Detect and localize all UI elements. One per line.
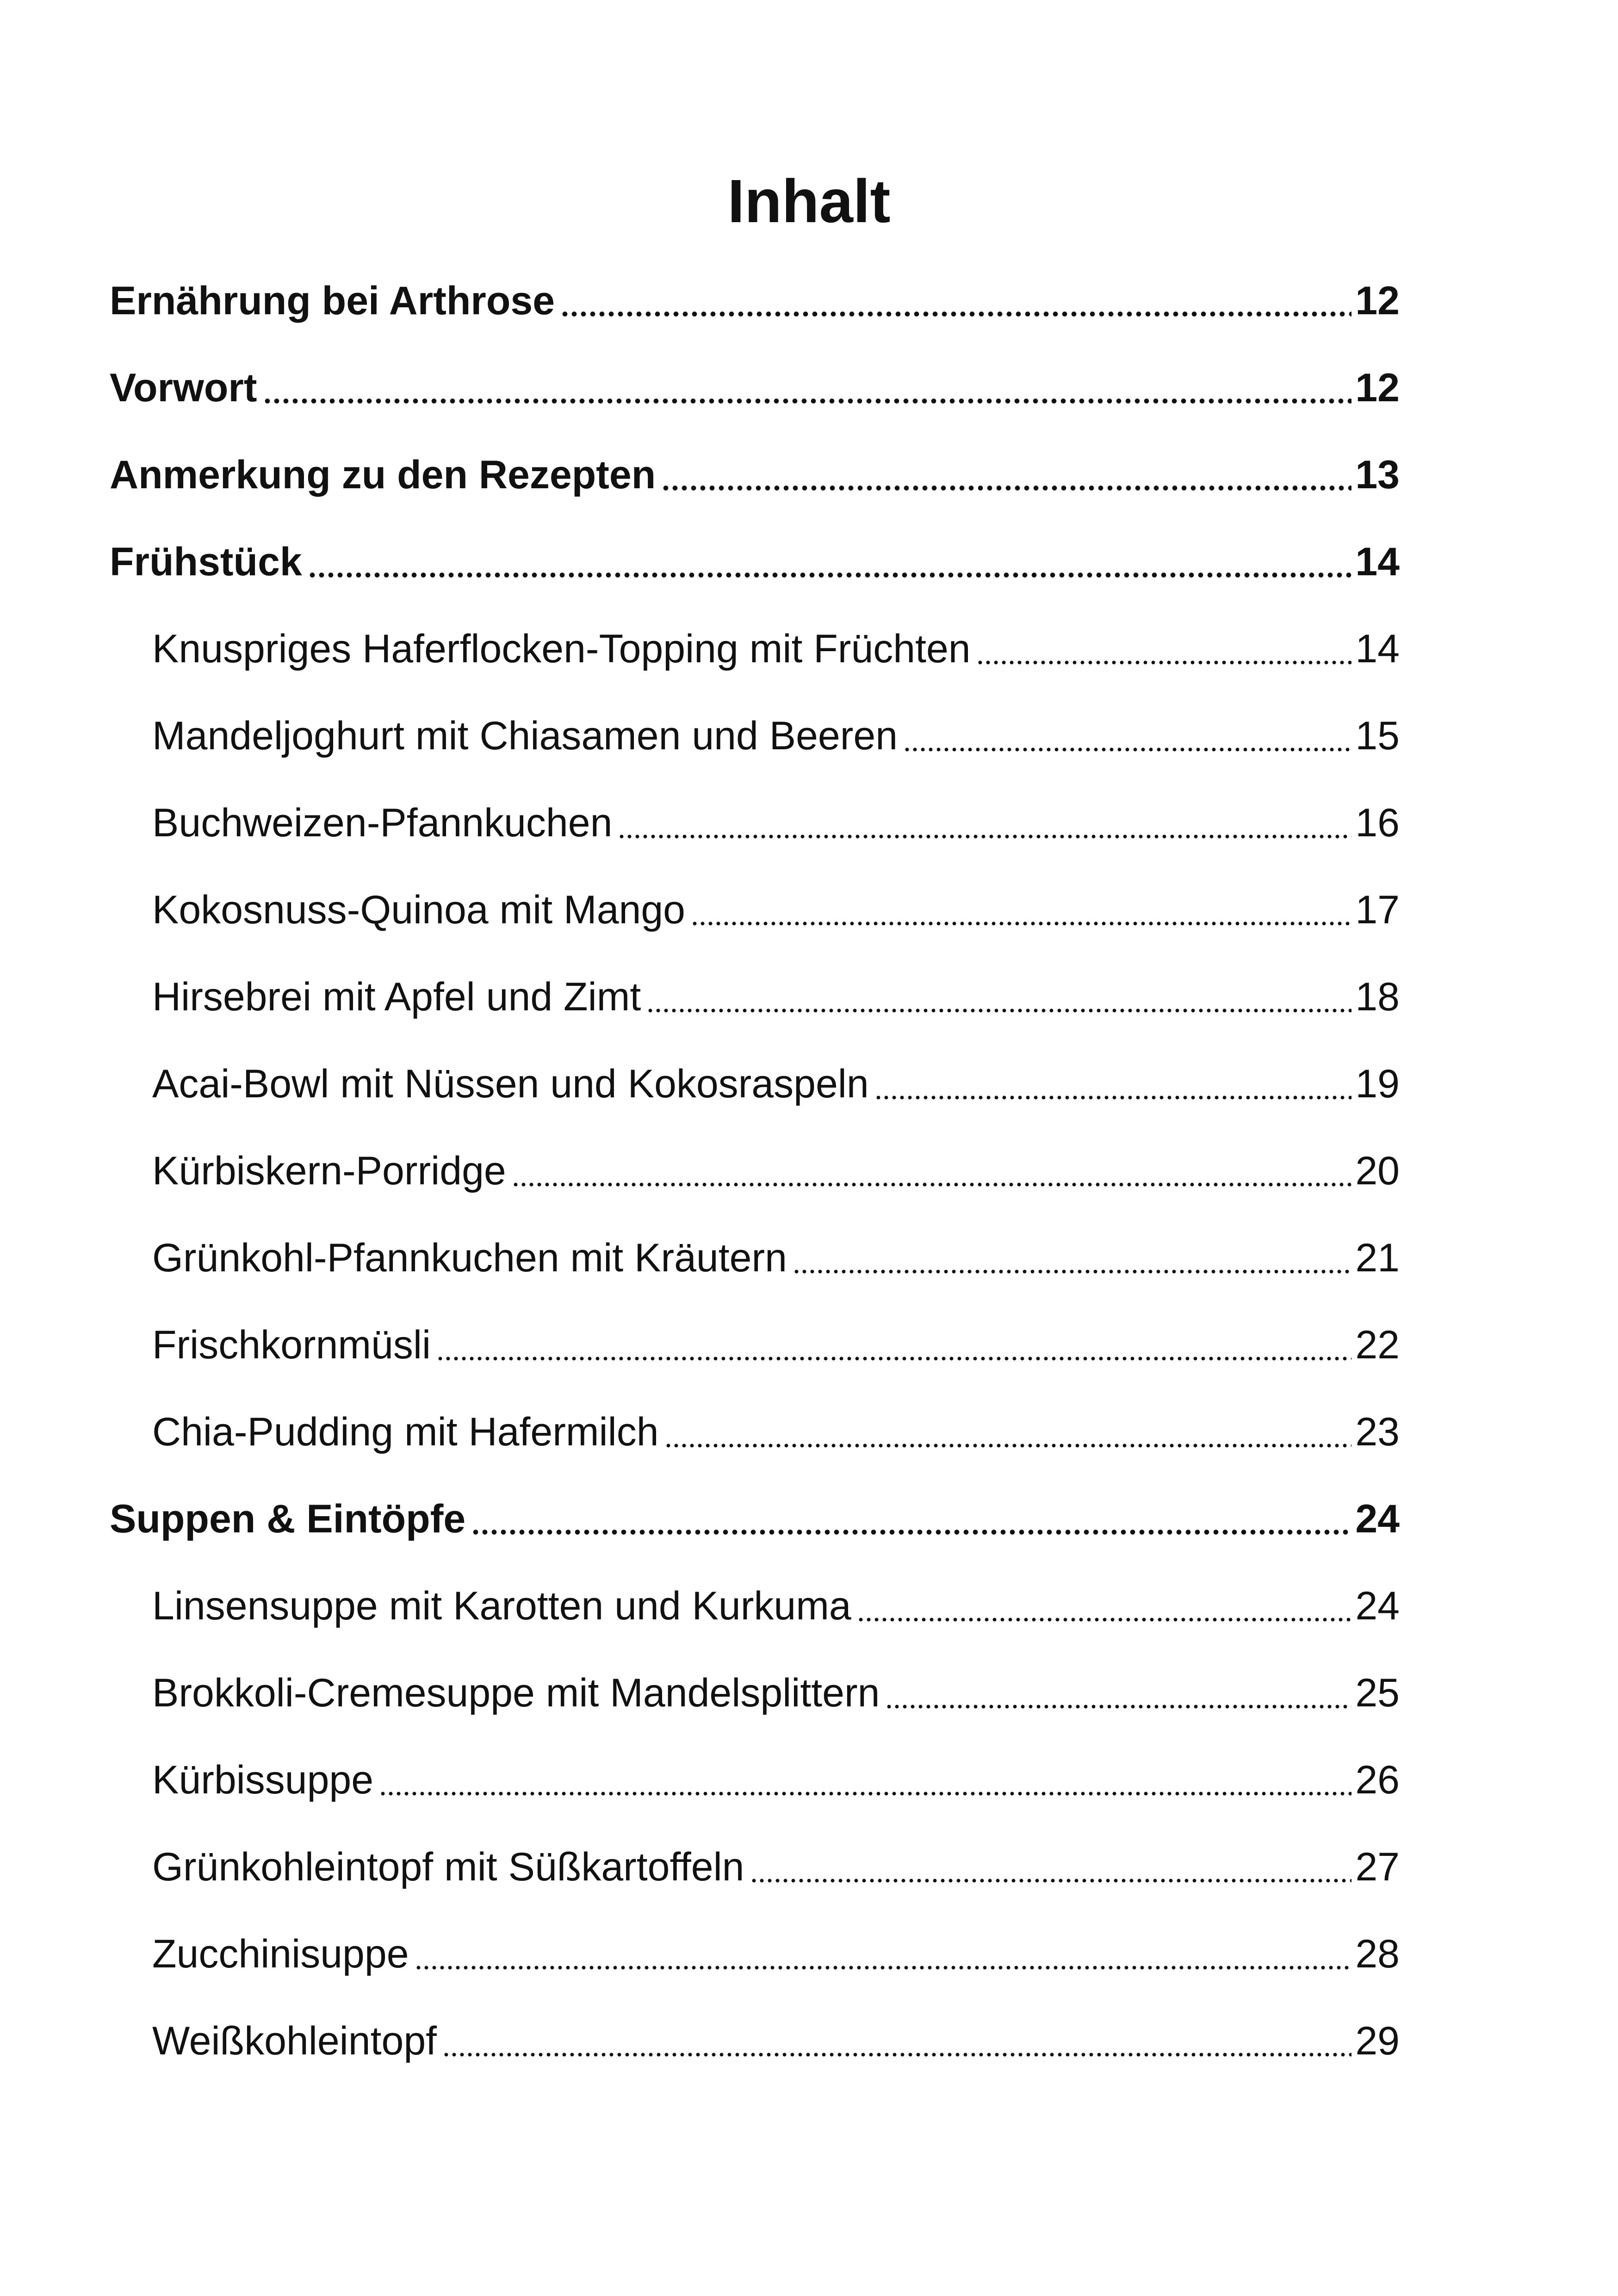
toc-page-number: 29 (1355, 2019, 1400, 2063)
toc-page-number: 15 (1355, 714, 1400, 758)
toc-dot-leader (857, 1618, 1352, 1622)
toc-dot-leader (976, 660, 1352, 665)
toc-subentry (152, 882, 1400, 938)
toc-entry-label: Grünkohl-Pfannkuchen mit Kräutern (152, 1236, 787, 1280)
toc-dot-leader (436, 1356, 1351, 1361)
toc-page-number: 12 (1355, 366, 1400, 410)
toc-dot-leader (415, 1966, 1352, 1970)
toc-entry-label: Mandeljoghurt mit Chiasamen und Beeren (152, 714, 898, 758)
toc-entry-label: Hirsebrei mit Apfel und Zimt (152, 975, 641, 1019)
toc-entry-label: Frühstück (110, 540, 302, 584)
toc-subentry (152, 1839, 1400, 1895)
toc-entry-label: Frischkornmüsli (152, 1323, 431, 1367)
toc-entry-label: Knuspriges Haferflocken-Topping mit Früchten (152, 627, 971, 671)
toc-subentry (152, 1143, 1400, 1199)
toc-entry-label: Zucchinisuppe (152, 1932, 409, 1976)
toc-dot-leader (664, 1444, 1352, 1448)
toc-dot-leader (661, 485, 1351, 491)
toc-page-number: 25 (1355, 1671, 1400, 1715)
toc-subentry (152, 969, 1400, 1025)
toc-dot-leader (471, 1530, 1351, 1535)
toc-dot-leader (793, 1269, 1351, 1274)
toc-dot-leader (885, 1705, 1351, 1709)
toc-page-number: 17 (1355, 888, 1400, 932)
toc-page-number: 12 (1355, 279, 1400, 323)
toc-dot-leader (308, 572, 1352, 578)
toc-chapter-entry (110, 1491, 1400, 1547)
toc-page-number: 24 (1355, 1497, 1400, 1541)
toc-page-number: 13 (1355, 453, 1400, 497)
toc-page-number: 26 (1355, 1758, 1400, 1802)
page-title: Inhalt (727, 167, 891, 235)
toc-dot-leader (618, 834, 1351, 839)
toc-dot-leader (560, 311, 1351, 317)
toc-page-number: 14 (1355, 540, 1400, 584)
toc-chapter-entry (110, 534, 1400, 590)
toc-dot-leader (903, 747, 1351, 752)
toc-subentry (152, 1752, 1400, 1808)
toc-entry-label: Brokkoli-Cremesuppe mit Mandelsplittern (152, 1671, 880, 1715)
toc-subentry (152, 1404, 1400, 1460)
toc-entry-label: Kokosnuss-Quinoa mit Mango (152, 888, 686, 932)
toc-chapter-entry (110, 447, 1400, 503)
toc-subentry (152, 1317, 1400, 1373)
toc-page-number: 19 (1355, 1062, 1400, 1106)
toc-dot-leader (512, 1182, 1352, 1187)
toc-subentry (152, 1926, 1400, 1982)
toc-page-number: 23 (1355, 1410, 1400, 1454)
toc-entry-label: Kürbissuppe (152, 1758, 374, 1802)
toc-page-number: 18 (1355, 975, 1400, 1019)
toc-page-number: 28 (1355, 1932, 1400, 1976)
toc-page-number: 27 (1355, 1845, 1400, 1889)
toc-dot-leader (442, 2053, 1351, 2057)
toc-chapter-entry (110, 360, 1400, 416)
toc-page-number: 24 (1355, 1584, 1400, 1628)
toc-subentry (152, 1578, 1400, 1634)
toc-subentry (152, 708, 1400, 764)
toc-subentry (152, 795, 1400, 851)
toc-subentry (152, 1665, 1400, 1721)
toc-subentry (152, 1056, 1400, 1112)
toc-page-number: 20 (1355, 1149, 1400, 1193)
toc-dot-leader (379, 1792, 1351, 1796)
toc-dot-leader (263, 398, 1352, 404)
toc-entry-label: Kürbiskern-Porridge (152, 1149, 506, 1193)
toc-entry-label: Vorwort (110, 366, 257, 410)
toc-entry-label: Buchweizen-Pfannkuchen (152, 801, 613, 845)
toc-page-number: 22 (1355, 1323, 1400, 1367)
toc-entry-label: Suppen & Eintöpfe (110, 1497, 466, 1541)
toc-entry-label: Anmerkung zu den Rezepten (110, 453, 656, 497)
toc-subentry (152, 621, 1400, 677)
toc-dot-leader (646, 1008, 1351, 1013)
toc-entry-label: Grünkohleintopf mit Süßkartoffeln (152, 1845, 744, 1889)
toc-page-number: 14 (1355, 627, 1400, 671)
toc-subentry (152, 1230, 1400, 1286)
toc-chapter-entry (110, 273, 1400, 329)
toc-page-number: 21 (1355, 1236, 1400, 1280)
toc-entry-label: Acai-Bowl mit Nüssen und Kokosraspeln (152, 1062, 869, 1106)
toc-page-number: 16 (1355, 801, 1400, 845)
toc-entry-label: Ernährung bei Arthrose (110, 279, 555, 323)
toc-dot-leader (691, 921, 1351, 926)
toc-dot-leader (750, 1879, 1352, 1883)
toc-entry-label: Linsensuppe mit Karotten und Kurkuma (152, 1584, 851, 1628)
toc-entry-label: Chia-Pudding mit Hafermilch (152, 1410, 659, 1454)
toc-entry-label: Weißkohleintopf (152, 2019, 437, 2063)
toc-dot-leader (874, 1095, 1352, 1100)
toc-subentry (152, 2013, 1400, 2069)
